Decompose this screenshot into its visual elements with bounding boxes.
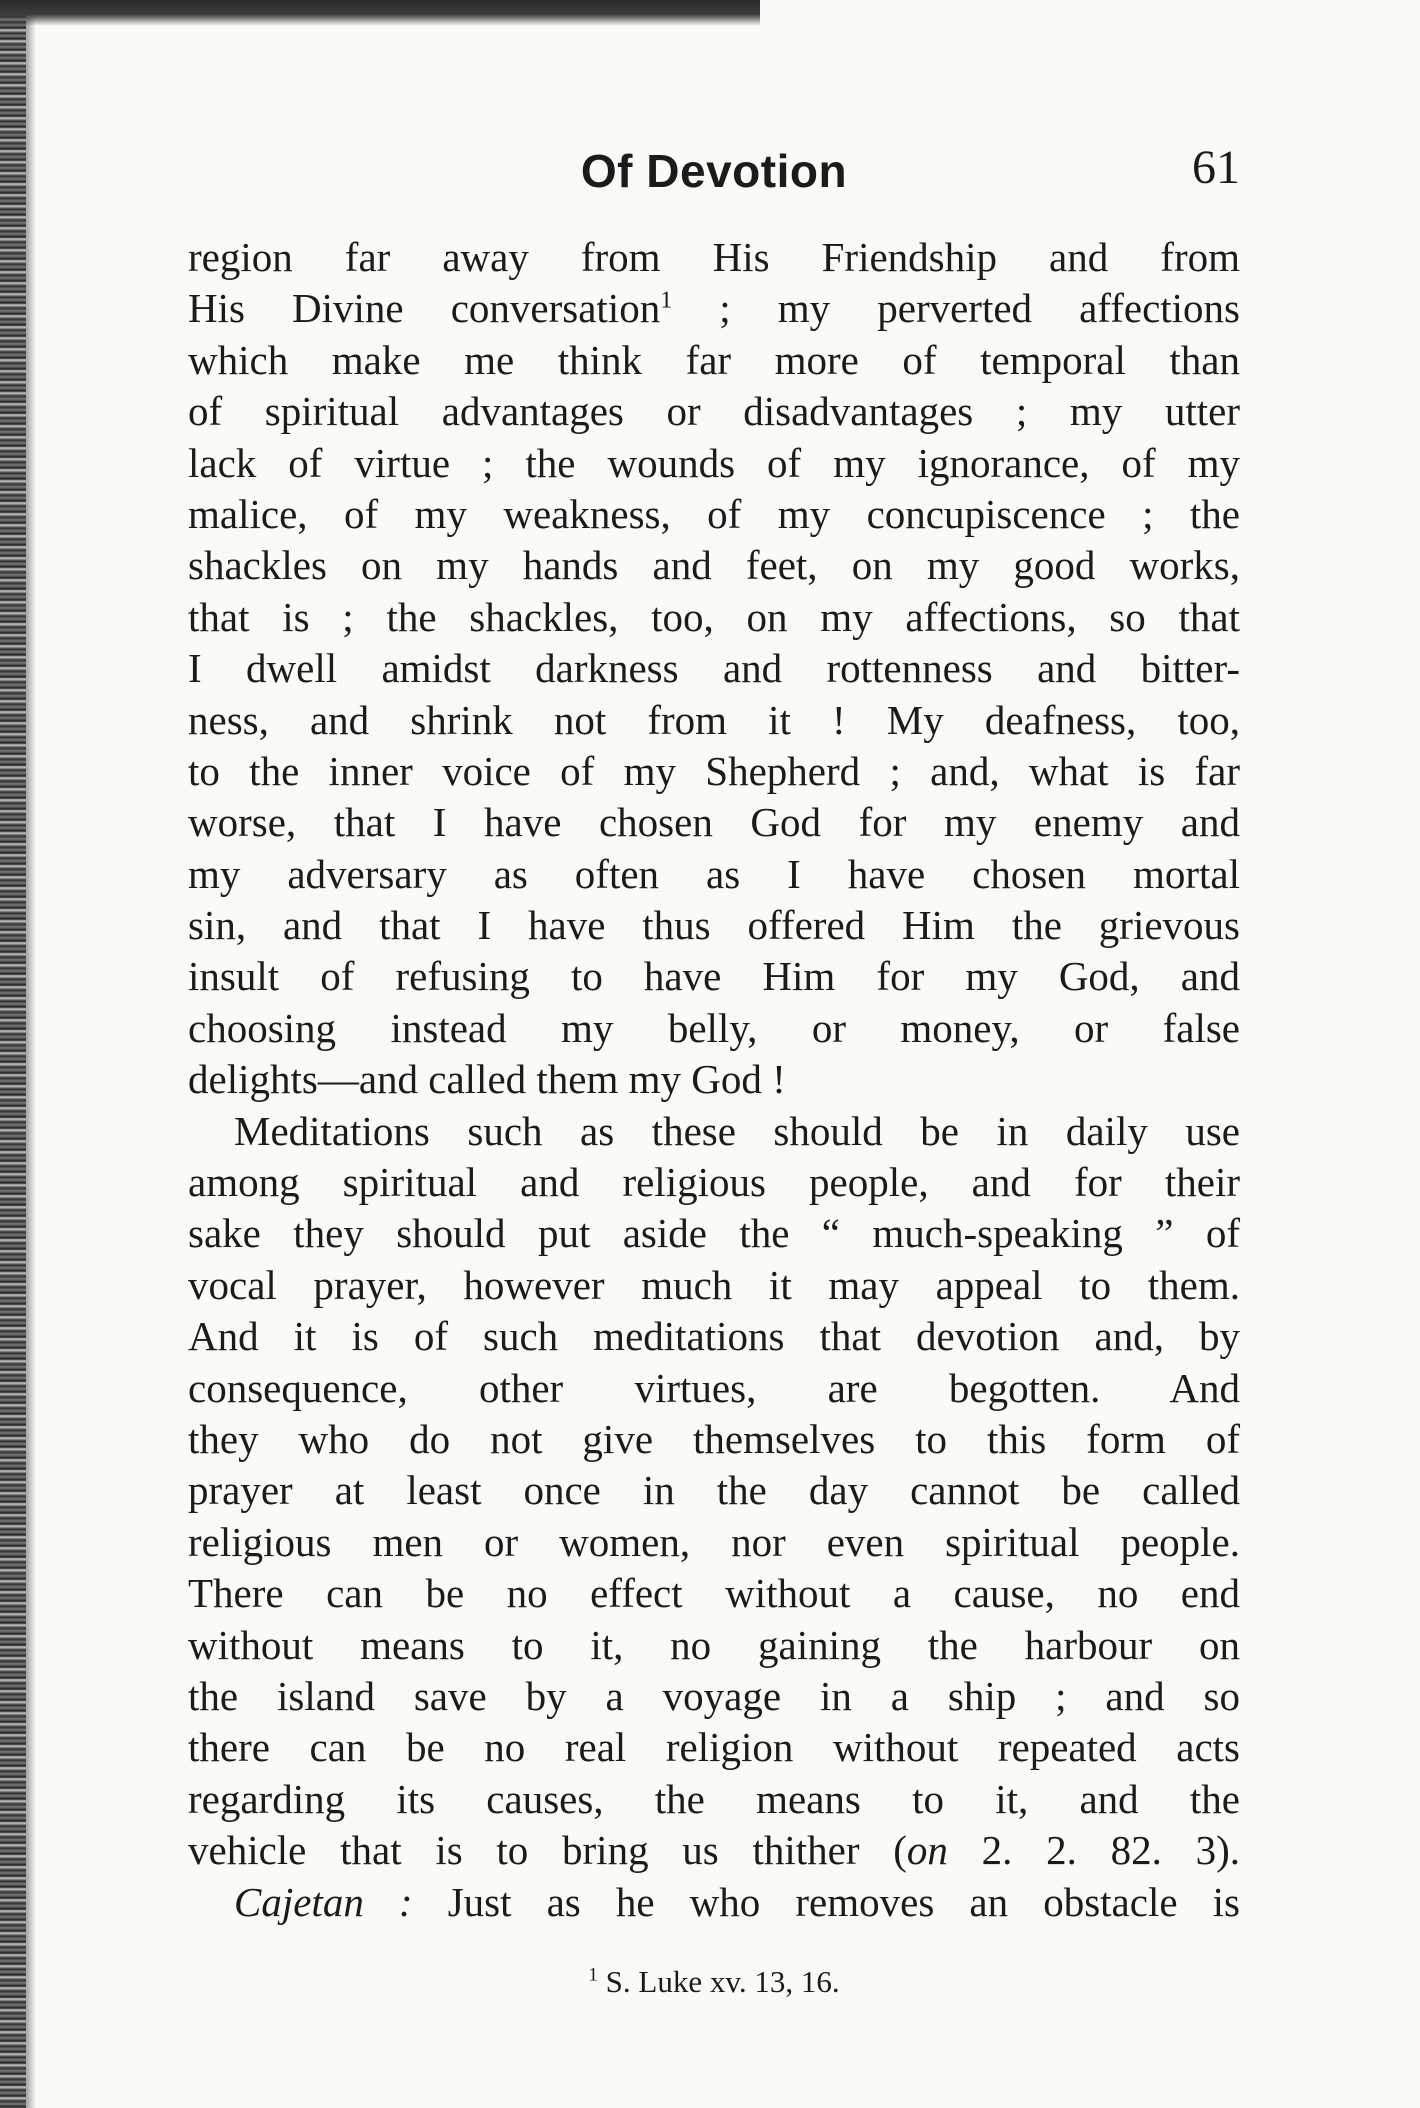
text-line: to the inner voice of my Shepherd ; and, what is far xyxy=(188,747,1240,794)
text-line: regarding its causes, the means to it, and the xyxy=(188,1775,1240,1822)
text-line: insult of refusing to have Him for my God, and xyxy=(188,953,1240,1000)
body-text xyxy=(188,232,1240,1928)
text-line: shackles on my hands and feet, on my good works, xyxy=(188,542,1240,589)
text-line: lack of virtue ; the wounds of my ignorance, of my xyxy=(188,439,1240,486)
text-line: without means to it, no gaining the harbour on xyxy=(188,1621,1240,1668)
text-line: among spiritual and religious people, and for their xyxy=(188,1159,1240,1206)
footnote xyxy=(188,1964,1240,2000)
text-line: vocal prayer, however much it may appeal to them. xyxy=(188,1261,1240,1308)
speaker-name: Cajetan : xyxy=(234,1878,413,1925)
text-line: choosing instead my belly, or money, or false xyxy=(188,1004,1240,1051)
page-top-shadow xyxy=(0,0,760,26)
text-line: prayer at least once in the day cannot be called xyxy=(188,1467,1240,1514)
text-line: Cajetan : Just as he who removes an obstacle is xyxy=(234,1878,1240,1925)
running-title: Of Devotion xyxy=(580,145,848,197)
text-line: religious men or women, nor even spiritual people. xyxy=(188,1518,1240,1565)
text-line: I dwell amidst darkness and rottenness and bitter- xyxy=(188,645,1240,692)
citation-italic: on xyxy=(906,1827,948,1874)
text-line: ness, and shrink not from it ! My deafness, too, xyxy=(188,696,1240,743)
text-line: malice, of my weakness, of my concupiscence ; the xyxy=(188,490,1240,537)
book-binding-edge xyxy=(0,0,26,2108)
page-number: 61 xyxy=(1192,141,1240,194)
running-header xyxy=(188,141,1240,204)
text-line: And it is of such meditations that devotion and, by xyxy=(188,1313,1240,1360)
text-line: the island save by a voyage in a ship ; and so xyxy=(188,1672,1240,1719)
text-line: my adversary as often as I have chosen mortal xyxy=(188,850,1240,897)
text-line: region far away from His Friendship and from xyxy=(188,234,1240,280)
text-line: consequence, other virtues, are begotten. And xyxy=(188,1364,1240,1411)
text-line: of spiritual advantages or disadvantages ; my utter xyxy=(188,388,1240,435)
text-line: There can be no effect without a cause, no end xyxy=(188,1570,1240,1617)
text-line: that is ; the shackles, too, on my affections, so that xyxy=(188,593,1240,640)
text-line: sin, and that I have thus offered Him the grievous xyxy=(188,902,1240,949)
footnote-marker: 1 xyxy=(588,1964,598,1986)
text-line: Meditations such as these should be in daily use xyxy=(234,1107,1240,1154)
text-line: His Divine conversation$^1$ ; my perverted affections xyxy=(188,285,1241,332)
text-line: which make me think far more of temporal than xyxy=(188,336,1240,383)
footnote-text: S. Luke xv. 13, 16. xyxy=(605,1964,840,1999)
text-line: there can be no real religion without repeated acts xyxy=(188,1724,1240,1771)
text-line: delights—and called them my God ! xyxy=(188,1056,786,1103)
text-line: worse, that I have chosen God for my enemy and xyxy=(188,799,1240,846)
text-line: sake they should put aside the “ much-speaking ” of xyxy=(188,1210,1240,1257)
text-line: they who do not give themselves to this form of xyxy=(188,1415,1240,1462)
text-line: vehicle that is to bring us thither (on 2. 2. 82. 3). xyxy=(188,1827,1240,1874)
footnote-reference: 1 xyxy=(660,287,673,314)
